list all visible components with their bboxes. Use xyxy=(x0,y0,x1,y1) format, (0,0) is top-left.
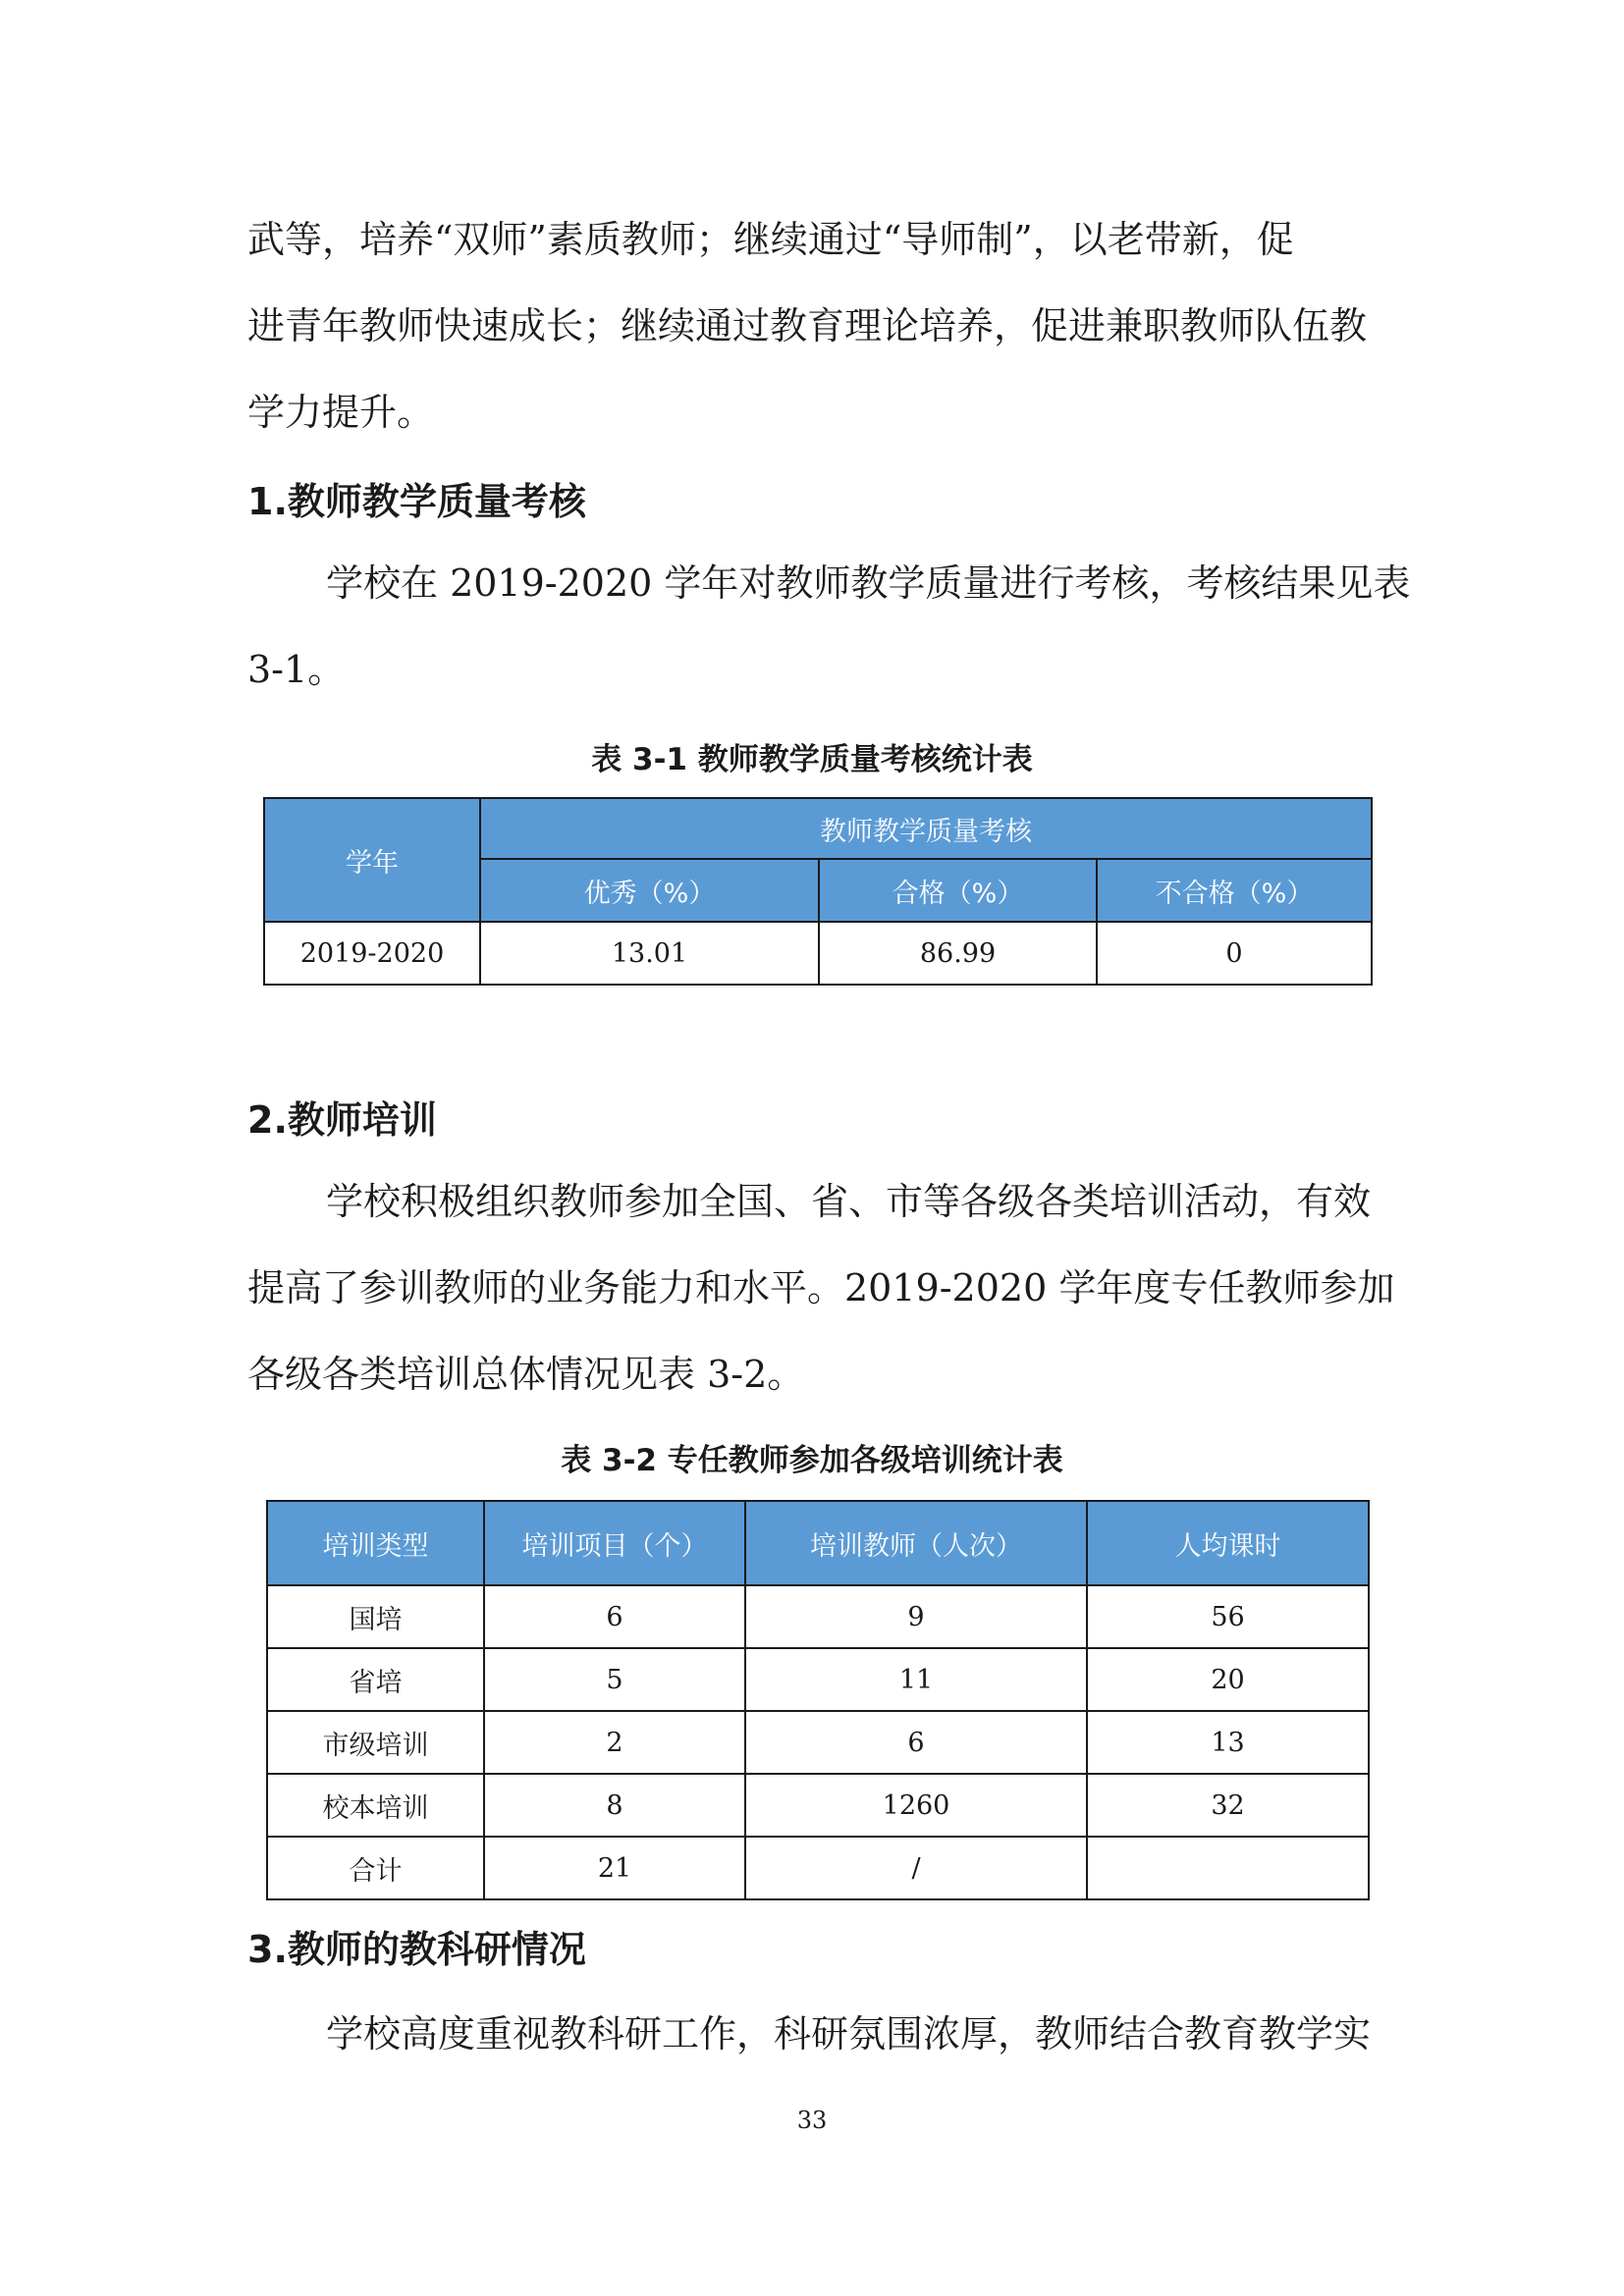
column-header: 培训项目（个） xyxy=(484,1501,745,1585)
intro-line: 武等，培养“双师”素质教师；继续通过“导师制”，以老带新，促 xyxy=(247,218,1294,261)
table-header-row xyxy=(264,798,1372,859)
table-cell: 13.01 xyxy=(480,922,819,985)
table-cell: 省培 xyxy=(267,1648,484,1711)
column-header: 人均课时 xyxy=(1087,1501,1369,1585)
table-cell xyxy=(1087,1837,1369,1899)
table-cell: 9 xyxy=(745,1585,1087,1648)
table-row xyxy=(267,1585,1369,1648)
column-group-header: 教师教学质量考核 xyxy=(480,798,1372,859)
intro-paragraph xyxy=(247,196,1386,455)
paragraph-line: 学校高度重视教科研工作，科研氛围浓厚，教师结合教育教学实 xyxy=(326,2012,1372,2056)
intro-line: 进青年教师快速成长；继续通过教育理论培养，促进兼职教师队伍教 xyxy=(247,304,1368,347)
table-header-row xyxy=(267,1501,1369,1585)
page-number: 33 xyxy=(796,2107,828,2134)
paragraph-line: 提高了参训教师的业务能力和水平。2019-2020 学年度专任教师参加 xyxy=(247,1266,1395,1309)
paragraph-line: 学校在 2019-2020 学年对教师教学质量进行考核，考核结果见表 xyxy=(326,561,1411,605)
column-header: 优秀（%） xyxy=(480,859,819,922)
table-row xyxy=(267,1711,1369,1774)
section3-paragraph xyxy=(247,1991,1386,2077)
table-cell: 11 xyxy=(745,1648,1087,1711)
table-caption: 表 3-1 教师教学质量考核统计表 xyxy=(591,742,1033,777)
table-cell: 56 xyxy=(1087,1585,1369,1648)
table-row xyxy=(267,1774,1369,1837)
table-cell: 1260 xyxy=(745,1774,1087,1837)
table-row xyxy=(264,922,1372,985)
table-cell: 13 xyxy=(1087,1711,1369,1774)
table-cell: 21 xyxy=(484,1837,745,1899)
section2-paragraph xyxy=(247,1158,1395,1417)
section-heading-teacher-training: 2.教师培训 xyxy=(247,1098,437,1142)
table-cell: 2 xyxy=(484,1711,745,1774)
column-header: 培训类型 xyxy=(267,1501,484,1585)
column-header-year: 学年 xyxy=(264,798,480,922)
table-caption: 表 3-2 专任教师参加各级培训统计表 xyxy=(561,1443,1063,1478)
table-cell: 6 xyxy=(745,1711,1087,1774)
section-heading-research: 3.教师的教科研情况 xyxy=(247,1928,586,1971)
table-row xyxy=(267,1648,1369,1711)
table-cell: / xyxy=(745,1837,1087,1899)
table-cell: 32 xyxy=(1087,1774,1369,1837)
paragraph-line: 各级各类培训总体情况见表 3-2。 xyxy=(247,1353,805,1396)
training-table xyxy=(266,1500,1370,1900)
table-cell: 国培 xyxy=(267,1585,484,1648)
intro-line: 学力提升。 xyxy=(247,391,435,434)
table-cell: 合计 xyxy=(267,1837,484,1899)
column-header: 不合格（%） xyxy=(1097,859,1372,922)
column-header: 合格（%） xyxy=(819,859,1097,922)
table-cell: 86.99 xyxy=(819,922,1097,985)
table-row-total xyxy=(267,1837,1369,1899)
section1-paragraph xyxy=(247,540,1411,713)
quality-assessment-table xyxy=(263,797,1373,986)
paragraph-line: 3-1。 xyxy=(247,648,346,691)
table-cell: 5 xyxy=(484,1648,745,1711)
table-cell: 市级培训 xyxy=(267,1711,484,1774)
table-cell: 0 xyxy=(1097,922,1372,985)
table-cell: 20 xyxy=(1087,1648,1369,1711)
column-header: 培训教师（人次） xyxy=(745,1501,1087,1585)
table-cell: 2019-2020 xyxy=(264,922,480,985)
table-cell: 8 xyxy=(484,1774,745,1837)
table-cell: 校本培训 xyxy=(267,1774,484,1837)
section-heading-quality-assessment: 1.教师教学质量考核 xyxy=(247,480,586,523)
paragraph-line: 学校积极组织教师参加全国、省、市等各级各类培训活动，有效 xyxy=(326,1180,1372,1223)
table-cell: 6 xyxy=(484,1585,745,1648)
